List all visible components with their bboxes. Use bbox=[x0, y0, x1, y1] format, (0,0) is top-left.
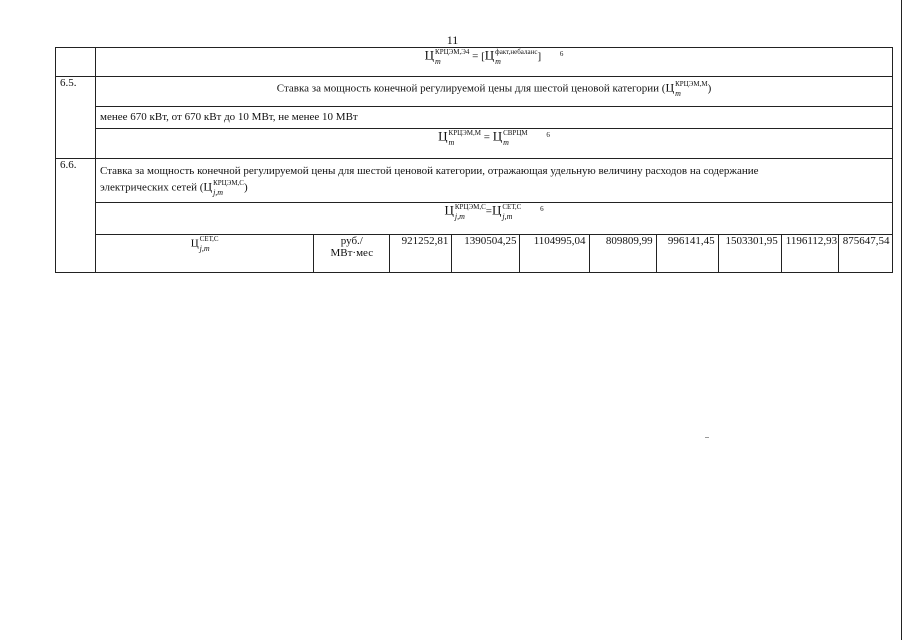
formula-superscript: КРЦЭМ,С bbox=[213, 179, 244, 187]
section-title-text: Ставка за мощность конечной регулируемой цены для шестой ценовой категории ( bbox=[276, 82, 666, 95]
unit-line: руб./ bbox=[340, 235, 363, 247]
value-cell: 1196112,93 bbox=[781, 235, 838, 273]
unit-line: МВт·мес bbox=[330, 247, 374, 259]
formula-subscript: j,m bbox=[199, 244, 210, 253]
formula-symbol: Ц bbox=[190, 237, 199, 250]
formula-subscript: m bbox=[503, 138, 509, 147]
formula-bracket: ] bbox=[537, 50, 542, 63]
data-row bbox=[56, 235, 893, 273]
value-cell: 1390504,25 bbox=[452, 235, 520, 273]
section-row-6-6 bbox=[56, 159, 893, 203]
section-title-6-6 bbox=[96, 159, 893, 203]
value-cell: 1503301,95 bbox=[718, 235, 781, 273]
section-subtitle: менее 670 кВт, от 670 кВт до 10 МВт, не менее 10 МВт bbox=[96, 107, 893, 129]
section-number: 6.5. bbox=[56, 77, 96, 159]
formula-row-m bbox=[56, 129, 893, 159]
formula-subscript: j,m bbox=[454, 212, 465, 221]
formula-subscript: j,m bbox=[213, 188, 224, 197]
value-cell: 1104995,04 bbox=[520, 235, 589, 273]
formula-subscript: j,m bbox=[502, 212, 513, 221]
value-cell: 921252,81 bbox=[390, 235, 452, 273]
rate-symbol bbox=[96, 235, 314, 273]
formula-reference: 6 bbox=[559, 50, 564, 58]
formula-operator: = bbox=[485, 205, 492, 218]
section-number: 6.6. bbox=[56, 159, 96, 273]
formula-symbol: Ц bbox=[492, 128, 503, 144]
formula-symbol: Ц bbox=[424, 47, 435, 63]
formula-superscript: СВРЦМ bbox=[503, 129, 528, 137]
page-edge bbox=[901, 0, 902, 640]
formula-row-c bbox=[56, 203, 893, 235]
formula-superscript: КРЦЭМ,М bbox=[448, 129, 481, 137]
formula-m bbox=[96, 129, 893, 159]
formula-subscript: m bbox=[495, 57, 501, 66]
formula-e4 bbox=[96, 48, 893, 77]
formula-symbol: Ц bbox=[491, 202, 502, 218]
formula-bracket: ) bbox=[243, 181, 248, 194]
formula-bracket: ) bbox=[707, 82, 712, 95]
formula-subscript: m bbox=[675, 89, 681, 98]
formula-symbol: Ц bbox=[203, 179, 213, 194]
formula-symbol: Ц bbox=[665, 80, 675, 95]
formula-row-e4 bbox=[56, 48, 893, 77]
formula-superscript: КРЦЭМ,М bbox=[675, 80, 708, 88]
formula-superscript: КРЦЭМ,С bbox=[454, 203, 486, 211]
formula-symbol: Ц bbox=[438, 128, 448, 144]
formula-operator: = bbox=[483, 131, 490, 144]
tariff-table bbox=[55, 47, 893, 273]
formula-reference: 6 bbox=[546, 131, 550, 139]
section-title-text: электрических сетей ( bbox=[100, 181, 204, 194]
formula-c bbox=[96, 203, 893, 235]
section-title-6-5 bbox=[96, 77, 893, 107]
formula-operator: = [ bbox=[472, 50, 485, 63]
formula-symbol: Ц bbox=[444, 202, 454, 218]
page-number: 11 bbox=[446, 33, 459, 47]
formula-superscript: факт,небаланс bbox=[495, 48, 538, 56]
formula-subscript: m bbox=[448, 138, 455, 147]
scan-speck bbox=[705, 437, 709, 438]
unit-cell bbox=[314, 235, 390, 273]
formula-superscript: КРЦЭМ,Э4 bbox=[435, 48, 470, 56]
section-row-6-5 bbox=[56, 77, 893, 107]
formula-superscript: СЕТ,С bbox=[502, 203, 522, 211]
subtitle-row-6-5 bbox=[56, 107, 893, 129]
formula-superscript: СЕТ,С bbox=[199, 235, 219, 243]
section-title-text: Ставка за мощность конечной регулируемой цены для шестой ценовой категории, отражающая удельную величину расходов на содержание bbox=[100, 165, 759, 177]
value-cell: 996141,45 bbox=[656, 235, 718, 273]
num-cell-empty bbox=[56, 48, 96, 77]
value-cell: 809809,99 bbox=[589, 235, 656, 273]
formula-symbol: Ц bbox=[484, 47, 495, 63]
formula-subscript: m bbox=[435, 57, 441, 66]
value-cell: 875647,54 bbox=[838, 235, 892, 273]
formula-reference: 6 bbox=[540, 205, 544, 213]
